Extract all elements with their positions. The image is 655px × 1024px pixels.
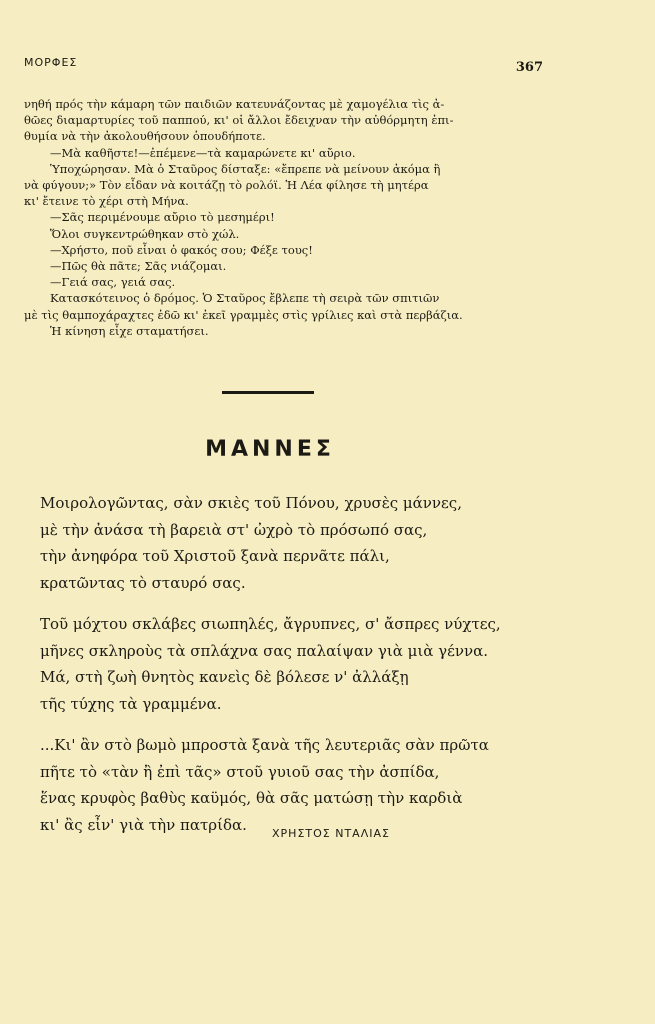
poem-title: ΜΑΝΝΕΣ [205,437,335,462]
poem-author: ΧΡΗΣΤΟΣ ΝΤΑΛΙΑΣ [272,827,390,840]
verse-line: Μά, στὴ ζωὴ θνητὸς κανεὶς δὲ βόλεσε ν' ἀλλάξῃ [40,668,409,686]
prose-line: θυμία νὰ τὴν ἀκολουθήσουν ὁπουδήποτε. [24,129,266,144]
stanza [40,490,560,596]
prose-line: κι' ἔτεινε τὸ χέρι στὴ Μήνα. [24,194,189,209]
prose-line: Ἡ κίνηση εἶχε σταματήσει. [50,323,209,338]
verse-line: τῆς τύχης τὰ γραμμένα. [40,694,222,713]
prose-line: —Πῶς θὰ πᾶτε; Σᾶς νιάζομαι. [50,259,227,274]
prose-line: μὲ τὶς θαμποχάραχτες ἐδῶ κι' ἐκεῖ γραμμὲς στὶς γρίλιες καὶ στὰ περβάζια. [24,307,463,322]
poem-body [40,490,560,853]
prose-line: Ὑποχώρησαν. Μὰ ὁ Σταῦρος δίσταξε: «ἔπρεπε νὰ μείνουν ἀκόμα ἢ [50,161,441,176]
verse-line: μὲ τὴν ἀνάσα τὴ βαρειὰ στ' ὠχρὸ τὸ πρόσωπό σας, [40,520,428,539]
verse-line: Μοιρολογῶντας, σὰν σκιὲς τοῦ Πόνου, χρυσὲς μάννες, [40,494,462,512]
verse-line: Τοῦ μόχτου σκλάβες σιωπηλές, ἄγρυπνες, σ' ἄσπρες νύχτες, [40,615,501,633]
verse-line: ἕνας κρυφὸς βαθὺς καϋμός, θὰ σᾶς ματώσῃ τὴν καρδιὰ [40,789,463,807]
stanza [40,732,560,838]
prose-line: Κατασκότεινος ὁ δρόμος. Ὁ Σταῦρος ἔβλεπε τὴ σειρὰ τῶν σπιτιῶν [50,291,440,306]
prose-line: —Μὰ καθῆστε!—ἐπέμενε—τὰ καμαρώνετε κι' αὔριο. [50,145,356,160]
verse-line: τὴν ἀνηφόρα τοῦ Χριστοῦ ξανὰ περνᾶτε πάλι, [40,547,390,565]
section-divider [222,391,314,394]
verse-line: ...Κι' ἂν στὸ βωμὸ μπροστὰ ξανὰ τῆς λευτεριᾶς σὰν πρῶτα [40,736,489,754]
prose-line: νὰ φύγουν;» Τὸν εἶδαν νὰ κοιτάζῃ τὸ ρολόϊ. Ἡ Λέα φίλησε τὴ μητέρα [24,178,429,193]
prose-line: —Σᾶς περιμένουμε αὔριο τὸ μεσημέρι! [50,210,275,225]
prose-text [24,96,554,339]
page-number: 367 [515,60,543,75]
stanza [40,611,560,717]
verse-line: κι' ἂς εἶν' γιὰ τὴν πατρίδα. [40,815,247,834]
verse-line: κρατῶντας τὸ σταυρό σας. [40,573,246,592]
running-head: ΜΟΡΦΕΣ [24,56,78,69]
prose-line: θῶες διαμαρτυρίες τοῦ παππού, κι' οἱ ἄλλοι ἔδειχναν τὴν αὐθόρμητη ἐπι- [24,113,454,128]
prose-line: —Χρήστο, ποῦ εἶναι ὁ φακός σου; Φέξε τους! [50,242,313,257]
verse-line: πῆτε τὸ «τὰν ἢ ἐπὶ τᾶς» στοῦ γυιοῦ σας τὴν ἀσπίδα, [40,762,440,781]
prose-line: νηθή πρός τὴν κάμαρη τῶν παιδιῶν κατευνάζοντας μὲ χαμογέλια τὶς ἀ- [24,97,445,111]
prose-line: —Γειά σας, γειά σας. [50,275,176,290]
prose-line: Ὅλοι συγκεντρώθηκαν στὸ χώλ. [50,226,240,241]
verse-line: μῆνες σκληροὺς τὰ σπλάχνα σας παλαίψαν γιὰ μιὰ γέννα. [40,641,489,660]
